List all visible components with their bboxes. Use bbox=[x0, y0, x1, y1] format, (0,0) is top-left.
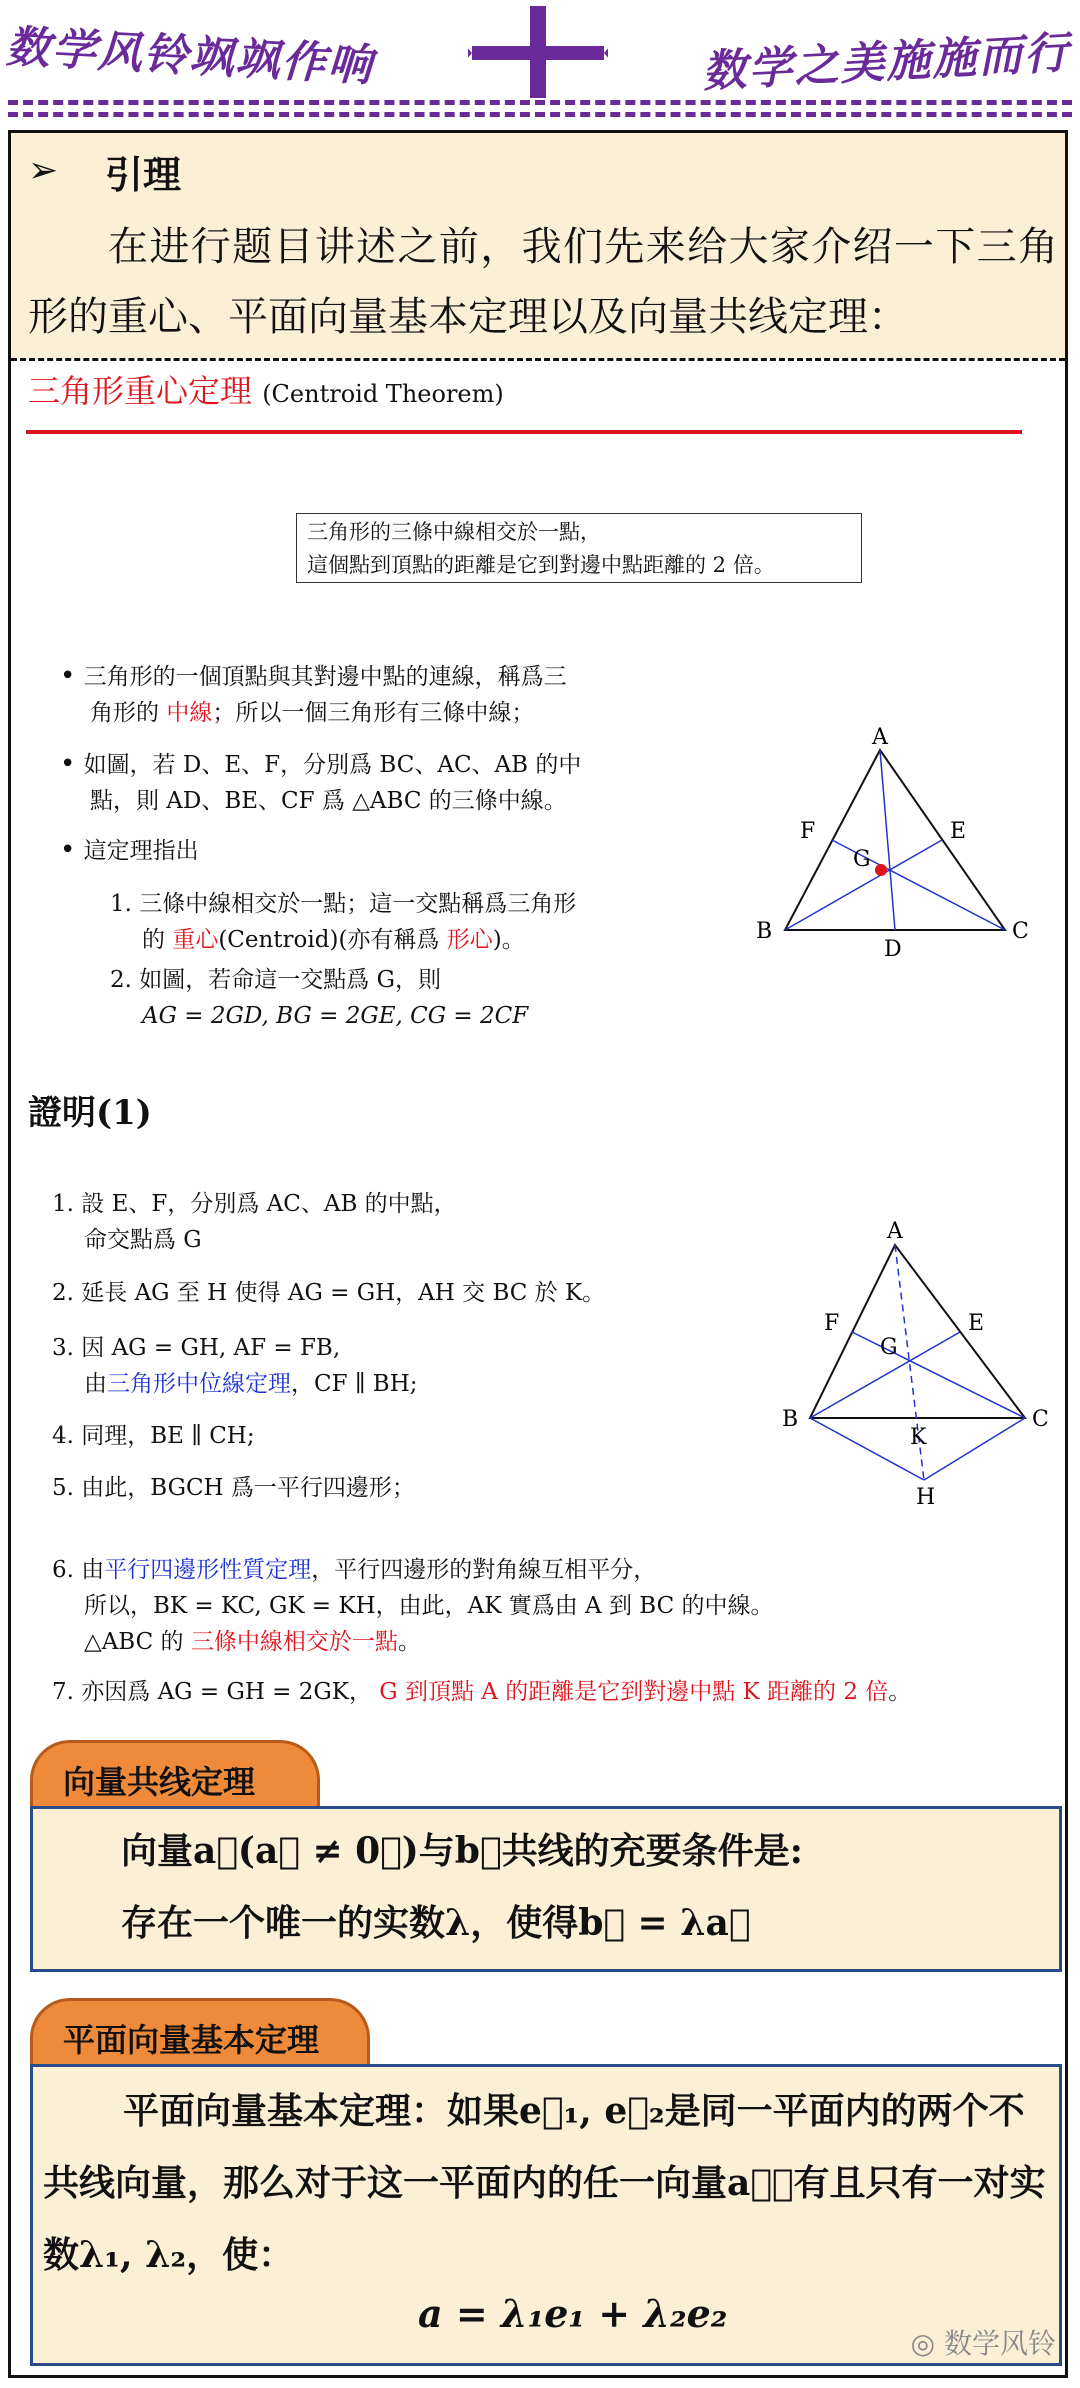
label-g-2: G bbox=[880, 1335, 898, 1360]
header-left-title: 数学风铃飒飒作响 bbox=[4, 21, 375, 92]
label-a: A bbox=[872, 725, 888, 750]
header-divider bbox=[8, 100, 1072, 105]
centroid-title: 三角形重心定理 (Centroid Theorem) bbox=[28, 372, 504, 410]
label-c-2: C bbox=[1032, 1407, 1049, 1432]
basic-theorem-text: 平面向量基本定理：如果e⃗₁, e⃗₂是同一平面内的两个不共线向量，那么对于这一平面内的任一向量a⃗，有且只有一对实数λ₁, λ₂，使： bbox=[43, 2090, 1046, 2276]
basic-theorem-panel bbox=[30, 2064, 1062, 2366]
bullet-2: • 如圖，若 D、E、F，分別爲 BC、AC、AB 的中 點，則 AD、BE、CF 爲 △ABC 的三條中線。 bbox=[60, 749, 582, 814]
cross-icon bbox=[468, 4, 608, 100]
label-d: D bbox=[884, 937, 902, 960]
triangle-abc-2 bbox=[810, 1245, 1025, 1418]
centroid-title-underline bbox=[26, 430, 1022, 434]
label-k-2: K bbox=[910, 1425, 927, 1450]
label-h-2: H bbox=[916, 1485, 936, 1510]
label-c: C bbox=[1012, 919, 1029, 944]
collinear-line-1: 向量a⃗(a⃗ ≠ 0⃗)与b⃗共线的充要条件是: bbox=[121, 1830, 803, 1872]
label-g: G bbox=[853, 847, 871, 872]
basic-theorem-tab: 平面向量基本定理 bbox=[30, 1998, 370, 2066]
label-f: F bbox=[800, 819, 816, 844]
proof-step-1: 1. 設 E、F，分別爲 AC、AB 的中點， 命交點爲 G bbox=[52, 1191, 457, 1253]
intro-paragraph: 在进行题目讲述之前，我们先来给大家介绍一下三角形的重心、平面向量基本定理以及向量共线定理： bbox=[28, 224, 1058, 340]
proof-heading: 證明(1) bbox=[28, 1093, 152, 1133]
centroid-point bbox=[875, 864, 887, 876]
basic-theorem-formula: a = λ₁e₁ + λ₂e₂ bbox=[418, 2291, 728, 2336]
label-f-2: F bbox=[824, 1311, 840, 1336]
watermark: ◎ 数学风铃 bbox=[910, 2327, 1056, 2360]
sub-item-1: 1. 三條中線相交於一點；這一交點稱爲三角形 的 重心(Centroid)(亦有稱爲 形心)。 bbox=[110, 891, 577, 953]
proof-step-6: 6. 由平行四邊形性質定理，平行四邊形的對角線互相平分， 所以，BK = KC, GK = KH，由此，AK 實爲由 A 到 BC 的中線。 △ABC 的 三條中線相交於一點。 bbox=[52, 1557, 774, 1655]
wechat-icon: ◎ bbox=[910, 2327, 944, 2360]
bullet-3: • 這定理指出 bbox=[60, 835, 199, 865]
triangle-abc bbox=[785, 750, 1005, 930]
label-b-2: B bbox=[782, 1407, 799, 1432]
line-bh bbox=[810, 1418, 924, 1480]
proof-step-4: 4. 同理，BE ∥ CH; bbox=[52, 1423, 255, 1449]
median-ad bbox=[880, 750, 895, 930]
intro-heading: 引理 bbox=[105, 152, 182, 197]
centroid-figure bbox=[750, 720, 1050, 960]
proof-step-3: 3. 因 AG = GH, AF = FB, 由三角形中位線定理，CF ∥ BH; bbox=[52, 1335, 418, 1397]
sub-item-2: 2. 如圖，若命這一交點爲 G，則 AG = 2GD, BG = 2GE, CG = 2CF bbox=[110, 967, 529, 1029]
header-divider-2 bbox=[8, 112, 1072, 117]
proof-step-5: 5. 由此，BGCH 爲一平行四邊形； bbox=[52, 1475, 415, 1501]
proof-figure bbox=[770, 1210, 1060, 1510]
arrow-bullet-icon: ➢ bbox=[28, 150, 59, 191]
collinear-line-2: 存在一个唯一的实数λ，使得b⃗ = λa⃗ bbox=[121, 1902, 751, 1944]
collinear-tab: 向量共线定理 bbox=[30, 1740, 320, 1808]
label-b: B bbox=[756, 919, 773, 944]
label-e-2: E bbox=[968, 1311, 985, 1336]
bullet-1: • 三角形的一個頂點與其對邊中點的連線，稱爲三 角形的 中線；所以一個三角形有三條中線； bbox=[60, 661, 567, 726]
proof-step-2: 2. 延長 AG 至 H 使得 AG = GH，AH 交 BC 於 K。 bbox=[52, 1280, 606, 1306]
collinear-panel bbox=[30, 1806, 1062, 1972]
proof-step-7: 7. 亦因爲 AG = GH = 2GK， G 到頂點 A 的距離是它到對邊中點 K 距離的 2 倍。 bbox=[52, 1679, 912, 1705]
theorem-box: 三角形的三條中線相交於一點， 這個點到頂點的距離是它到對邊中點距離的 2 倍。 bbox=[296, 513, 862, 583]
line-ch bbox=[924, 1418, 1025, 1480]
header-right-title: 数学之美施施而行 bbox=[701, 27, 1072, 98]
label-e: E bbox=[950, 819, 967, 844]
intro-separator bbox=[11, 358, 1065, 361]
label-a-2: A bbox=[887, 1219, 903, 1244]
